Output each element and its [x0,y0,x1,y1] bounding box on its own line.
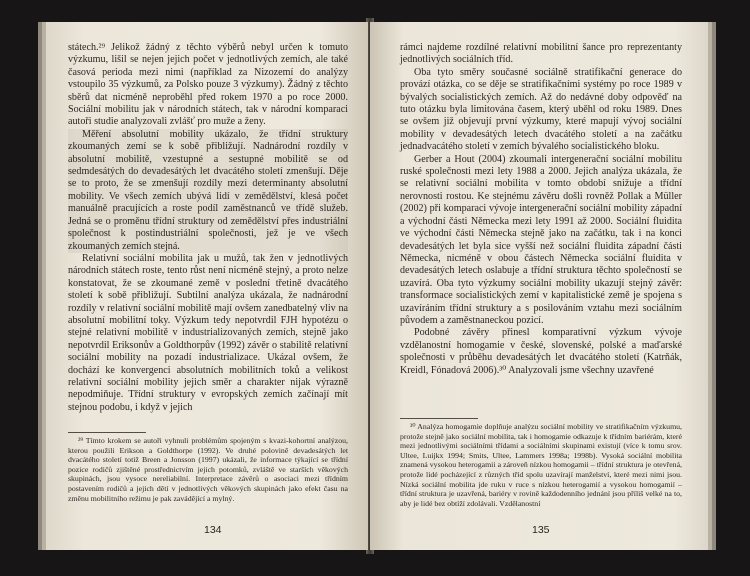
paragraph: Podobné závěry přinesl komparativní výzkum vývoje vzdělanostní homogamie v české, slovenské, polské a maďarské společnosti v průběhu devadesátých let dvacátého století (Katrňák, Kreidl, Fónadová 2006).³⁰ Analyzovali jsme všechny uzavřené [400,327,682,376]
left-footnote [68,436,348,503]
right-body-text [400,42,682,377]
page-number: 134 [204,524,222,536]
paragraph: rámci najdeme rozdílné relativní mobilitní šance pro reprezentanty jednotlivých sociálních tříd. [400,42,682,66]
footnote-divider [68,432,146,433]
right-footnote [400,422,682,508]
page-number: 135 [532,524,550,536]
footnote-29: ²⁹ Tímto krokem se autoři vyhnuli problémům spojeným s kvazi-kohortní analýzou, kterou použili Erikson a Goldthorpe (1992). Ve druhé polovině devadesátých let dvacátého století totiž Breen a Jonsson (1997) ukázali, že informace týkající se třídní pozice rodičů zjištěné prostřednictvím jejich potomků, zvláště ve starších věkových skupinách, jsou vysoce nereliabilní. Interpretace závěrů o asociaci mezi třídním postavením rodičů a jejich dětí v jednotlivých věkových skupinách jako efekt času na změnu mobilitního režimu je pak zavádějící a mylný. [68,436,348,503]
paragraph: Relativní sociální mobilita jak u mužů, tak žen v jednotlivých národních státech roste, tento růst není nicméně stejný, a proto nelze konstatovat, že se zkoumané země v poslední třetině dvacátého století k sobě přibližují. Subtilní analýza ukázala, že nadnárodní rozdíly v relativní sociální mobilitě mají ovšem zanedbatelný vliv na absolutní mobilitní toky. Výzkum tedy nepotvrdil FJH hypotézu o stejné relativní mobilitě v industrializovaných zemích, stejně jako nepotvrdil Eriksonův a Goldthorpův (1992) závěr o stabilitě relativní sociální mobility na pozadí industrializace. Ukázal ovšem, že dochází ke konvergenci absolutních mobilitních toků a velikost relativní sociální mobility jejich směr a charakter nijak výrazně nepodmiňuje. Třídní struktury v evropských zemích začínají mít stejnou podobu, i když v jejich [68,252,348,413]
paragraph: Měření absolutní mobility ukázalo, že třídní struktury zkoumaných zemí se k sobě přibližují. Nadnárodní rozdíly v absolutní mobilitě, vzestupné a sestupné mobilitě se od sedmdesátých do devadesátých let dvacátého století zmenšují. Děje se to proto, že se zmenšují rozdíly mezi determinanty absolutní mobility. Ve všech zemích ubývá lidí v zemědělství, klesá počet manuálně pracujících a roste podíl zaměstnanců ve třídě služeb. Jedná se o proměnu třídní struktury od zemědělství přes industriální společnost k postindustriální společnosti, jež je ve všech zkoumaných zemích stejná. [68,128,348,252]
footnote-30: ³⁰ Analýza homogamie doplňuje analýzu sociální mobility ve stratifikačním výzkumu, protože stejně jako sociální mobilita, tak i homogamie odkazuje k třídním bariérám, které mezi jednotlivými sociálními třídami a sociálními skupinami existují (více k tomu srov. Ultee, Luijkx 1994; Smits, Ultee, Lammers 1998a; 1998b). Vysoká sociální mobilita znamená vysokou heterogamii a zároveň nízkou homogamii – třídní struktura je otevřená, protože lidé pocházející z různých tříd spolu uzavírají manželství, které mezi nimi jsou. Nízká sociální mobilita jde ruku v ruce s nízkou heterogamií a vysokou homogamií – třídní struktura je uzavřená, bariéry v rovině každodenního jednání jsou příliš velké na to, aby je lidé bez obtíží zdolávali. Vzdělanostní [400,422,682,508]
left-body-text [68,42,348,414]
paragraph: státech.²⁹ Jelikož žádný z těchto výběrů nebyl určen k tomuto výzkumu, lišil se nejen jejich počet v jednotlivých zemích, ale také časová perioda mezi nimi (například za Nizozemí do analýzy vstoupilo 35 výzkumů, za Polsko pouze 3 výzkumy). Žádný z těchto sběrů dat nicméně neproběhl před rokem 1970 a po roce 2000. Sociální mobilitu jak v národních státech, tak v národní komparaci autoři studie analyzovali zvlášť pro muže a ženy. [68,42,348,128]
footnote-divider [400,418,478,419]
right-page [370,22,708,550]
paragraph: Gerber a Hout (2004) zkoumali intergenerační sociální mobilitu ruské společnosti mezi lety 1988 a 2000. Jejich analýza ukázala, že se relativní sociální mobilita v tomto období snižuje a třídní nerovnosti rostou. Ke stejnému závěru došli rovněž Pollak a Müller (2002) při komparaci vývoje intergenerační sociální mobility západní a východní části Německa mezi lety 1991 až 2000. Sociální fluidita ve východní části Německa stejně jako na začátku, tak i na konci devadesátých let byla sice vyšší než sociální fluidita západní části Německa, nicméně v obou částech Německa sociální fluidita v devadesátých letech oslabuje a třídní struktura těchto společností se uzavírá. Oba tyto výzkumy sociální mobility ukazují stejný závěr: transformace socialistických zemí v kapitalistické země je spojena s uzavíráním třídní struktury a s posilováním vztahu mezi sociálním původem a zaměstnaneckou pozicí. [400,153,682,326]
left-page [46,22,368,550]
paragraph: Oba tyto směry současné sociálně stratifikační generace do provází otázka, co se děje se stratifikačními systémy po roce 1989 v bývalých socialistických zemích. Až do nedávné doby odpověď na tuto otázku byla limitována časem, který uběhl od roku 1989. Dnes se ovšem již objevují první výzkumy, které mapují vývoj sociální mobility v devadesátých letech dvacátého století a na začátku jednadvacátého století v zemích bývalého socialistického bloku. [400,66,682,153]
